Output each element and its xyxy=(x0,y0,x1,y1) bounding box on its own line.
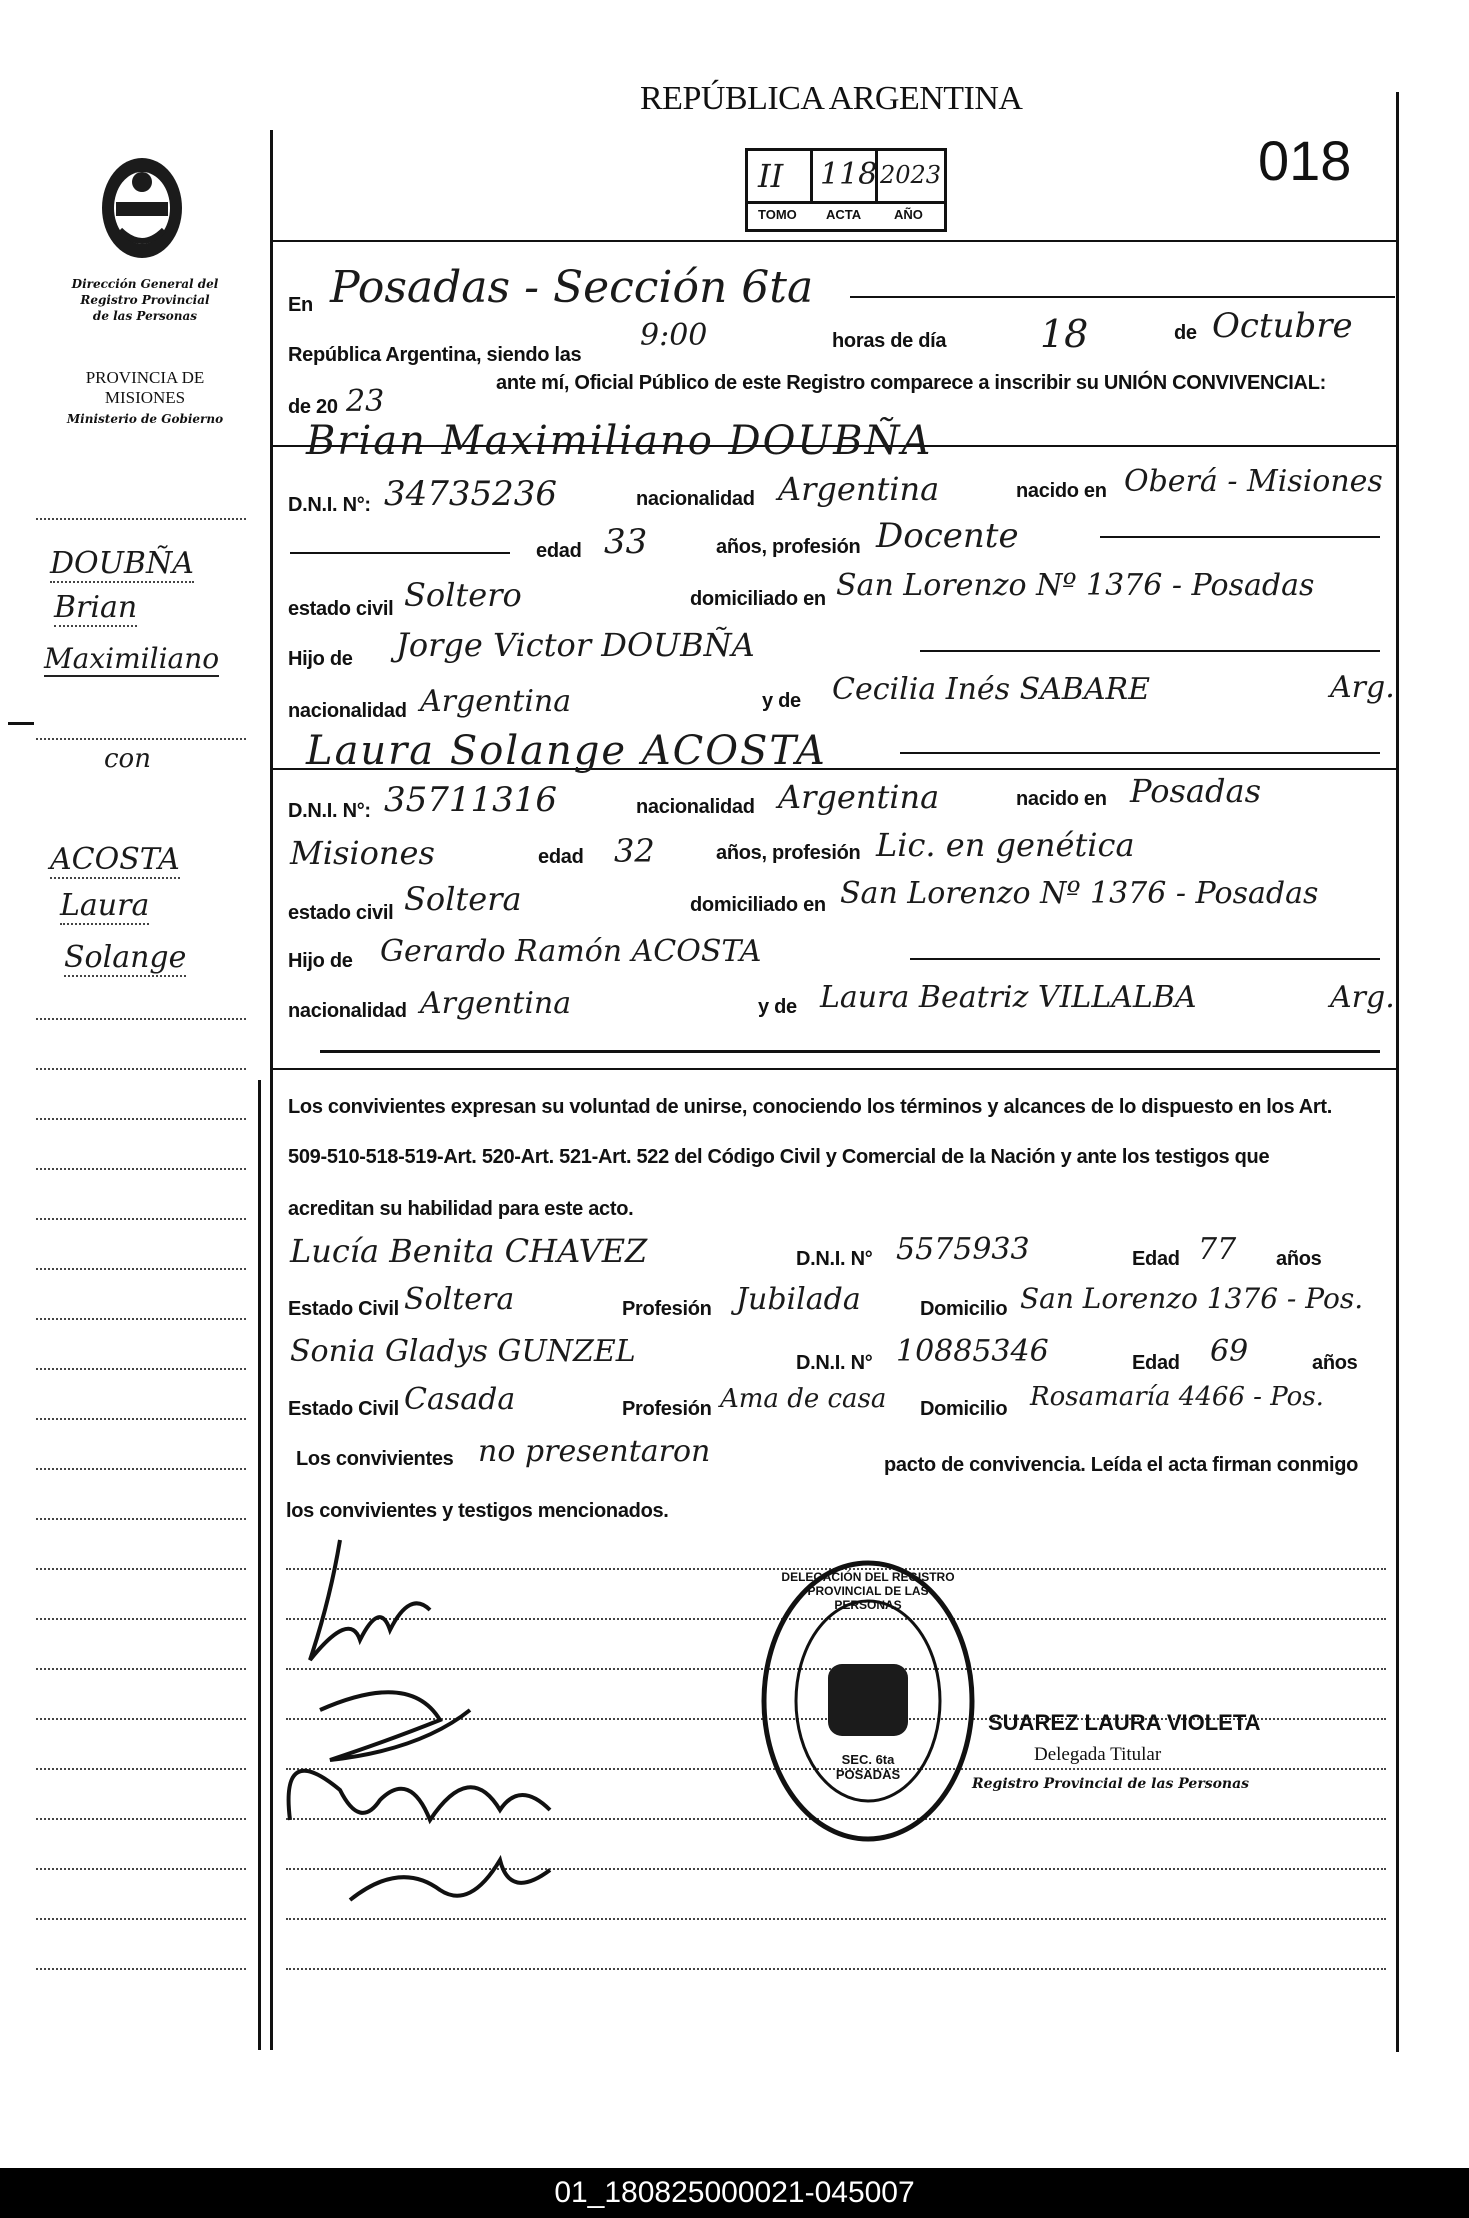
ministry-name: Ministerio de Gobierno xyxy=(66,412,224,426)
province-line1: PROVINCIA DE xyxy=(85,368,205,387)
person1-dni: 34735236 xyxy=(384,474,558,514)
witness2-age: 69 xyxy=(1210,1334,1249,1369)
person2-nationality: Argentina xyxy=(778,778,940,816)
person1-full-name: Brian Maximiliano DOUBÑA xyxy=(306,418,933,464)
footer-code: 01_180825000021-045007 xyxy=(554,2176,915,2209)
person2-birthplace2: Misiones xyxy=(290,834,435,872)
stamp-ring-text: DELEGACIÓN DEL REGISTRO PROVINCIAL DE LAS PERSONAS xyxy=(781,1570,955,1612)
country-title: REPÚBLICA ARGENTINA xyxy=(640,80,1023,117)
declaration-line3: acreditan su habilidad para este acto. xyxy=(288,1198,634,1220)
anio-value: 2023 xyxy=(880,161,942,189)
witness2-domicilio-label: Domicilio xyxy=(920,1398,1008,1420)
person2-profesion-label: años, profesión xyxy=(716,842,861,864)
person2-age: 32 xyxy=(614,832,655,870)
margin-name2-line2: Laura xyxy=(60,888,150,923)
divider-3 xyxy=(270,1068,1398,1070)
declaration-line1: Los convivientes expresan su voluntad de unirse, conociendo los términos y alcances de lo dispuesto en los Art. xyxy=(288,1096,1333,1118)
person1-age: 33 xyxy=(604,522,648,562)
intro-statement: ante mí, Oficial Público de este Registro comparece a inscribir su UNIÓN CONVIVENCIAL: xyxy=(496,372,1326,394)
coat-of-arms xyxy=(96,152,188,264)
margin-connector: con xyxy=(104,744,151,774)
person1-civil-label: estado civil xyxy=(288,598,394,620)
witness2-address: Rosamaría 4466 - Pos. xyxy=(1030,1382,1324,1412)
official-title: Delegada Titular xyxy=(1034,1744,1162,1765)
person2-mother-nationality: Arg. xyxy=(1330,980,1395,1015)
year-prefix: de 20 xyxy=(288,396,338,418)
person2-profession: Lic. en genética xyxy=(876,826,1135,864)
witness1-edad-label: Edad xyxy=(1132,1248,1180,1270)
person2-mother: Laura Beatriz VILLALBA xyxy=(820,980,1197,1015)
person2-nacido-label: nacido en xyxy=(1016,788,1107,810)
witness1-profesion-label: Profesión xyxy=(622,1298,712,1320)
witness1-address: San Lorenzo 1376 - Pos. xyxy=(1020,1282,1364,1315)
person2-parent-nac-label: nacionalidad xyxy=(288,1000,407,1022)
witness2-name: Sonia Gladys GUNZEL xyxy=(290,1334,636,1369)
person2-birthplace: Posadas xyxy=(1130,772,1261,810)
witness2-dni: 10885346 xyxy=(896,1334,1049,1369)
person2-hijo-label: Hijo de xyxy=(288,950,353,972)
person1-father: Jorge Victor DOUBÑA xyxy=(396,626,755,664)
witness1-dni-label: D.N.I. N° xyxy=(796,1248,873,1270)
person1-y-de-label: y de xyxy=(762,690,801,712)
page-number: 018 xyxy=(1258,129,1352,192)
person2-father-nationality: Argentina xyxy=(420,986,572,1021)
person1-civil-status: Soltero xyxy=(404,576,522,614)
person1-profesion-label: años, profesión xyxy=(716,536,861,558)
person1-nac-label: nacionalidad xyxy=(636,488,755,510)
year-suffix: 23 xyxy=(346,384,385,419)
witness2-civil-label: Estado Civil xyxy=(288,1398,399,1420)
org-line3: de las Personas xyxy=(92,309,198,323)
witness1-name: Lucía Benita CHAVEZ xyxy=(290,1232,648,1270)
person2-nac-label: nacionalidad xyxy=(636,796,755,818)
anio-label: AÑO xyxy=(894,207,923,222)
closing-convivientes-label: Los convivientes xyxy=(296,1448,454,1470)
witness1-dni: 5575933 xyxy=(896,1232,1030,1267)
org-line2: Registro Provincial xyxy=(80,293,210,307)
margin-name1-line3: Maximiliano xyxy=(44,642,220,675)
person2-father: Gerardo Ramón ACOSTA xyxy=(380,934,762,969)
hour-value: 9:00 xyxy=(640,318,708,353)
witness1-age: 77 xyxy=(1198,1232,1237,1267)
margin-name2-line3: Solange xyxy=(64,940,187,975)
witness1-profession: Jubilada xyxy=(736,1282,861,1317)
witness2-civil-status: Casada xyxy=(404,1382,516,1417)
frame-top-line xyxy=(270,240,1398,242)
stamp-inner-text: SEC. 6ta POSADAS xyxy=(835,1752,901,1782)
margin-divider xyxy=(258,1080,261,2050)
witness1-domicilio-label: Domicilio xyxy=(920,1298,1008,1320)
person1-hijo-label: Hijo de xyxy=(288,648,353,670)
person1-profession: Docente xyxy=(876,516,1019,556)
day-value: 18 xyxy=(1040,312,1089,356)
frame-right-line xyxy=(1396,92,1399,2052)
margin-name1-line2: Brian xyxy=(54,590,138,625)
closing-pacto-text: pacto de convivencia. Leída el acta firman conmigo xyxy=(884,1454,1359,1476)
person1-nacido-label: nacido en xyxy=(1016,480,1107,502)
person1-address: San Lorenzo Nº 1376 - Posadas xyxy=(836,568,1315,603)
org-name xyxy=(55,276,235,324)
official-office: Registro Provincial de las Personas xyxy=(972,1776,1250,1792)
witness2-profession: Ama de casa xyxy=(720,1384,887,1414)
person2-domicilio-label: domiciliado en xyxy=(690,894,826,916)
closing-pacto-value: no presentaron xyxy=(478,1434,711,1469)
official-stamp xyxy=(758,1556,978,1846)
person1-edad-label: edad xyxy=(536,540,582,562)
person2-dni-label: D.N.I. N°: xyxy=(288,800,371,822)
margin-name2-line1: ACOSTA xyxy=(50,842,180,877)
de-label: de xyxy=(1174,322,1197,344)
person1-dni-label: D.N.I. N°: xyxy=(288,494,371,516)
horas-label: horas de día xyxy=(832,330,947,352)
person2-full-name: Laura Solange ACOSTA xyxy=(306,728,827,774)
person1-domicilio-label: domiciliado en xyxy=(690,588,826,610)
person1-nationality: Argentina xyxy=(778,470,940,508)
person1-father-nationality: Argentina xyxy=(420,684,572,719)
declaration-line2: 509-510-518-519-Art. 520-Art. 521-Art. 522 del Código Civil y Comercial de la Nación y ante los testigos que xyxy=(288,1146,1270,1168)
person2-dni: 35711316 xyxy=(384,780,558,820)
witness2-edad-label: Edad xyxy=(1132,1352,1180,1374)
person2-edad-label: edad xyxy=(538,846,584,868)
person2-civil-label: estado civil xyxy=(288,902,394,924)
person1-parent-nac-label: nacionalidad xyxy=(288,700,407,722)
person2-civil-status: Soltera xyxy=(404,880,522,918)
province-line2: MISIONES xyxy=(104,388,186,407)
witness1-anios-label: años xyxy=(1276,1248,1322,1270)
republica-label: República Argentina, siendo las xyxy=(288,344,582,366)
closing-line2: los convivientes y testigos mencionados. xyxy=(286,1500,669,1522)
person1-mother-nationality: Arg. xyxy=(1330,670,1395,705)
person2-address: San Lorenzo Nº 1376 - Posadas xyxy=(840,876,1319,911)
witness1-civil-label: Estado Civil xyxy=(288,1298,399,1320)
acta-value: 118 xyxy=(820,157,878,192)
witness2-dni-label: D.N.I. N° xyxy=(796,1352,873,1374)
tomo-acta-box xyxy=(745,148,947,232)
tomo-label: TOMO xyxy=(758,207,797,222)
person1-birthplace: Oberá - Misiones xyxy=(1124,464,1383,499)
official-name: SUAREZ LAURA VIOLETA xyxy=(988,1710,1261,1735)
signatures xyxy=(270,1460,670,1940)
en-label: En xyxy=(288,294,313,316)
witness1-civil-status: Soltera xyxy=(404,1282,515,1317)
acta-label: ACTA xyxy=(826,207,862,222)
place-value: Posadas - Sección 6ta xyxy=(330,262,814,313)
person1-mother: Cecilia Inés SABARE xyxy=(832,672,1150,707)
witness2-anios-label: años xyxy=(1312,1352,1358,1374)
tomo-value: II xyxy=(758,157,784,195)
org-line1: Dirección General del xyxy=(71,277,219,291)
margin-name1-line1: DOUBÑA xyxy=(50,546,194,581)
person2-y-de-label: y de xyxy=(758,996,797,1018)
witness2-profesion-label: Profesión xyxy=(622,1398,712,1420)
province-name xyxy=(55,368,235,408)
month-value: Octubre xyxy=(1212,306,1353,346)
